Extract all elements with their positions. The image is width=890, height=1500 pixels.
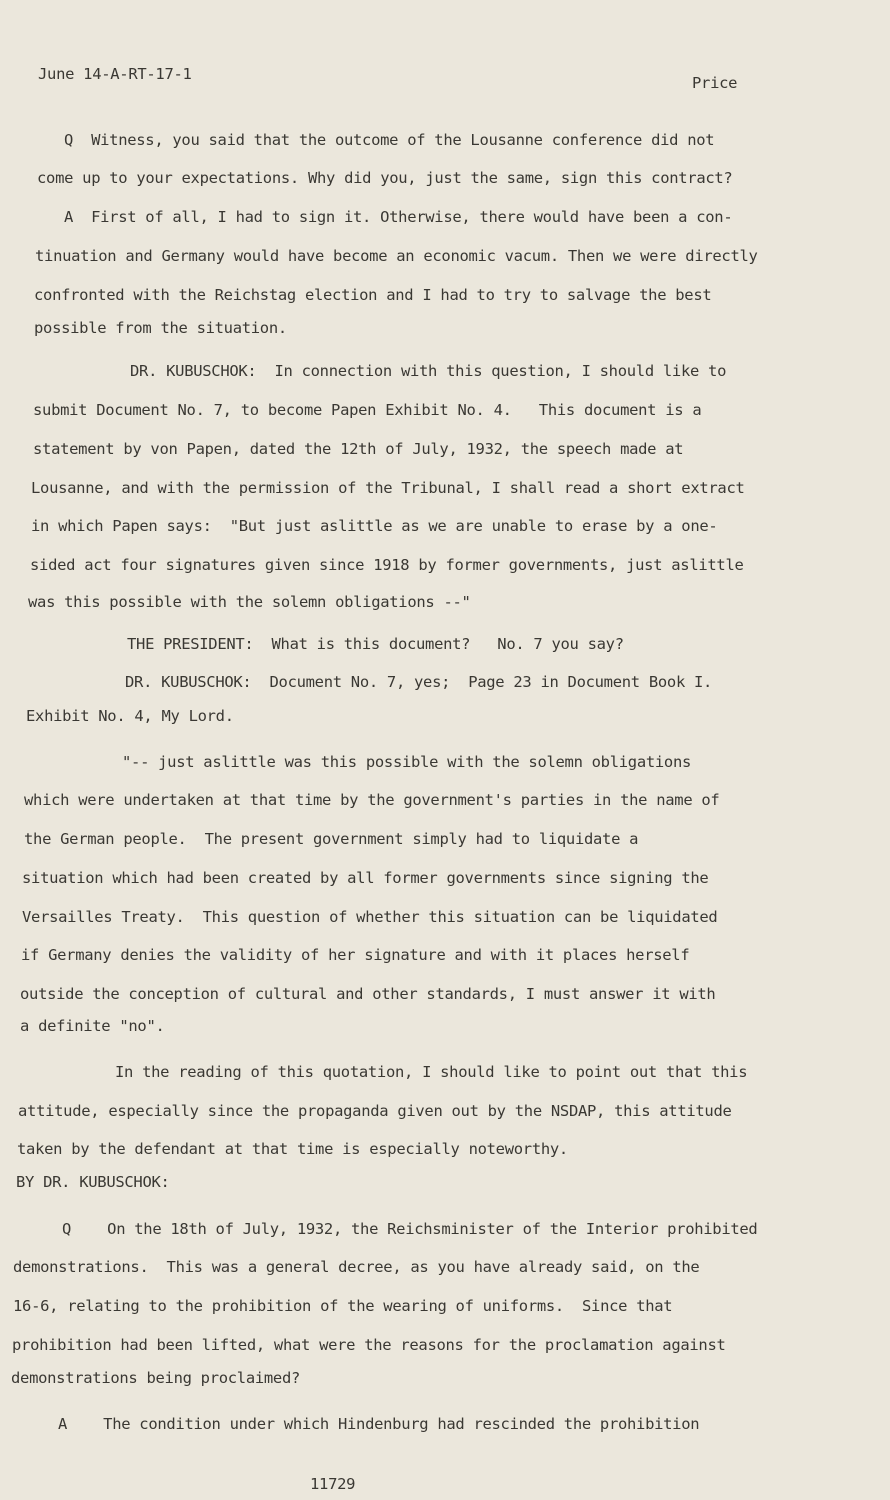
text-line: DR. KUBUSCHOK: In connection with this question, I should like to bbox=[130, 362, 727, 380]
text-line: taken by the defendant at that time is especially noteworthy. bbox=[17, 1140, 568, 1158]
text-line: in which Papen says: "But just aslittle as we are unable to erase by a one- bbox=[31, 517, 718, 535]
text-line: the German people. The present government simply had to liquidate a bbox=[24, 830, 639, 848]
text-line: was this possible with the solemn obligations --" bbox=[28, 593, 471, 611]
text-line: statement by von Papen, dated the 12th of July, 1932, the speech made at bbox=[33, 440, 684, 458]
text-line: Exhibit No. 4, My Lord. bbox=[26, 707, 234, 725]
page-number: 11729 bbox=[310, 1475, 356, 1493]
text-line: DR. KUBUSCHOK: Document No. 7, yes; Page 23 in Document Book I. bbox=[125, 673, 713, 691]
text-line: outside the conception of cultural and other standards, I must answer it with bbox=[20, 985, 716, 1003]
text-line: Lousanne, and with the permission of the Tribunal, I shall read a short extract bbox=[31, 479, 745, 497]
text-line: Versailles Treaty. This question of whether this situation can be liquidated bbox=[22, 908, 718, 926]
text-line: submit Document No. 7, to become Papen Exhibit No. 4. This document is a bbox=[33, 401, 702, 419]
text-line: THE PRESIDENT: What is this document? No. 7 you say? bbox=[127, 635, 624, 653]
text-line: possible from the situation. bbox=[34, 319, 287, 337]
text-line: BY DR. KUBUSCHOK: bbox=[16, 1173, 170, 1191]
text-line: Q On the 18th of July, 1932, the Reichsminister of the Interior prohibited bbox=[62, 1220, 758, 1238]
text-line: sided act four signatures given since 1918 by former governments, just aslittle bbox=[30, 556, 744, 574]
text-line: attitude, especially since the propaganda given out by the NSDAP, this attitude bbox=[18, 1102, 732, 1120]
text-line: 16-6, relating to the prohibition of the wearing of uniforms. Since that bbox=[13, 1297, 673, 1315]
text-line: demonstrations being proclaimed? bbox=[11, 1369, 301, 1387]
text-line: come up to your expectations. Why did you, just the same, sign this contract? bbox=[37, 169, 733, 187]
text-line: tinuation and Germany would have become an economic vacum. Then we were directly bbox=[35, 247, 758, 265]
text-line: situation which had been created by all former governments since signing the bbox=[22, 869, 709, 887]
header-reference: June 14-A-RT-17-1 bbox=[38, 65, 192, 83]
text-line: Q Witness, you said that the outcome of the Lousanne conference did not bbox=[64, 131, 715, 149]
text-line: which were undertaken at that time by the government's parties in the name of bbox=[24, 791, 720, 809]
text-line: A The condition under which Hindenburg had rescinded the prohibition bbox=[58, 1415, 700, 1433]
text-line: confronted with the Reichstag election and I had to try to salvage the best bbox=[34, 286, 712, 304]
text-line: A First of all, I had to sign it. Otherwise, there would have been a con- bbox=[64, 208, 733, 226]
text-line: "-- just aslittle was this possible with the solemn obligations bbox=[122, 753, 692, 771]
text-line: In the reading of this quotation, I should like to point out that this bbox=[115, 1063, 748, 1081]
header-witness-name: Price bbox=[692, 74, 738, 92]
text-line: demonstrations. This was a general decree, as you have already said, on the bbox=[13, 1258, 700, 1276]
text-line: prohibition had been lifted, what were the reasons for the proclamation against bbox=[12, 1336, 726, 1354]
text-line: if Germany denies the validity of her signature and with it places herself bbox=[21, 946, 690, 964]
text-line: a definite "no". bbox=[20, 1017, 165, 1035]
